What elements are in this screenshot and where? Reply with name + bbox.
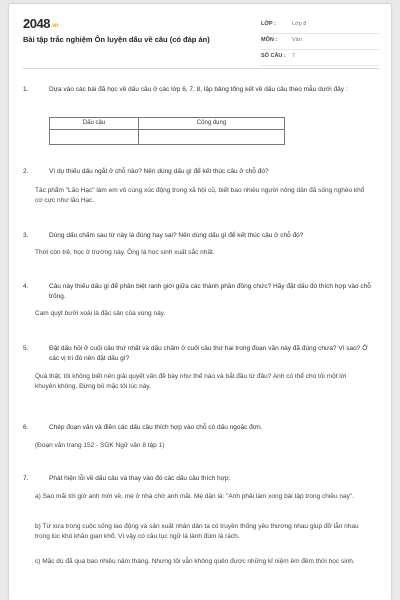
question-number: 7. [23,475,29,482]
question-number: 4. [23,283,29,290]
page-title: Bài tập trắc nghiệm Ôn luyện dấu về câu (có đáp án) [23,35,210,44]
meta-class-label: LỚP : [261,21,276,27]
question-text: Đặt dấu hỏi ở cuối câu thứ nhất và dấu chấm ở cuối câu thứ hai trong đoạn văn này đã đúng chưa? Vì sao? Ở các vị trí đó nên đặt dấu gì? [49,345,368,362]
meta-subject-label: MÔN : [261,37,278,43]
meta-panel [261,18,379,66]
logo-suffix: .vn [50,23,59,29]
question-6-passage: (Đoạn văn trang 152 - SGK Ngữ văn 8 tập 1) [35,442,165,449]
table-header-punctuation: Dấu câu [82,120,106,126]
question-text: Chép đoạn văn và điền các dấu câu thích hợp vào chỗ có dấu ngoặc đơn. [49,424,263,431]
question-number: 3. [23,232,29,239]
question-4-passage: Cam quýt bưởi xoài là đặc sản của vùng này. [35,310,166,317]
table-header-usage: Công dụng [196,120,227,126]
logo-text: 2048 [23,16,50,31]
worksheet-page [9,4,391,600]
summary-table [49,117,285,145]
meta-class-row [261,18,379,34]
meta-count-label: SỐ CÂU : [261,53,286,59]
question-2-passage: Tác phẩm "Lão Hạc" làm em vô cùng xúc động trong xã hội cũ, biết bao nhiêu người nông dân đã sống nghèo khổ cơ cực như lão Hạc. [35,187,365,204]
header-divider [23,68,379,69]
meta-count-row [261,50,379,66]
question-number: 5. [23,345,29,352]
meta-subject-row [261,34,379,50]
question-7-item-c: c) Mặc dù đã qua bao nhiêu năm tháng. Nhưng tôi vẫn không quên được những kỉ niệm êm đềm thời học sinh. [35,558,355,565]
question-number: 2. [23,168,29,175]
question-5-passage: Quá thật, tôi không biết nên giải quyết vấn đề bày như thế nào và bắt đầu từ đâu? Anh có thể cho tôi một lời khuyên không. Đừng bỏ mặc tôi lúc này. [35,373,347,390]
meta-subject-value: Văn [292,37,302,43]
question-number: 1. [23,86,29,93]
question-text: Vì dụ thiếu dấu ngắt ở chỗ nào? Nên dùng dấu gì để kết thúc câu ở chỗ đó? [49,168,269,175]
question-7-item-a: a) Sao mãi tới giờ anh mới về, mẹ ở nhà chờ anh mãi. Mẹ dặn là: "Anh phải làm xong bài tập trong chiều nay". [35,493,354,500]
question-text: Dựa vào các bài đã học về dấu câu ở các lớp 6, 7, 8, lập bảng tổng kết về dấu câu theo mẫu dưới đây : [49,86,348,93]
meta-class-value: Lớp 8 [292,21,307,27]
question-text: Phát hiện lỗi về dấu câu và thay vào đó các dấu câu thích hợp: [49,475,231,482]
site-logo[interactable] [23,16,58,31]
question-3-passage: Thời còn trẻ, học ở trường này. Ông là học sinh xuất sắc nhất. [35,249,215,256]
meta-count-value: 7 [292,53,296,59]
question-7-item-b: b) Từ xưa trong cuộc sống lao động và sản xuất nhân dân ta có truyền thống yêu thương nhau giúp đỡ lẫn nhau trong lúc khó khăn gian khổ. Vì vậy có câu tục ngữ lá lành đùm lá rách. [35,523,359,540]
question-text: Dùng dấu chấm sau từ này là đúng hay sai? Nên dùng dấu gì để kết thúc câu ở chỗ đó? [49,232,304,239]
question-text: Câu này thiếu dấu gì để phân biệt ranh giới giữa các thành phần đồng chức? Hãy đặt dấu đó thích hợp vào chỗ trống. [49,283,371,300]
question-number: 6. [23,424,29,431]
